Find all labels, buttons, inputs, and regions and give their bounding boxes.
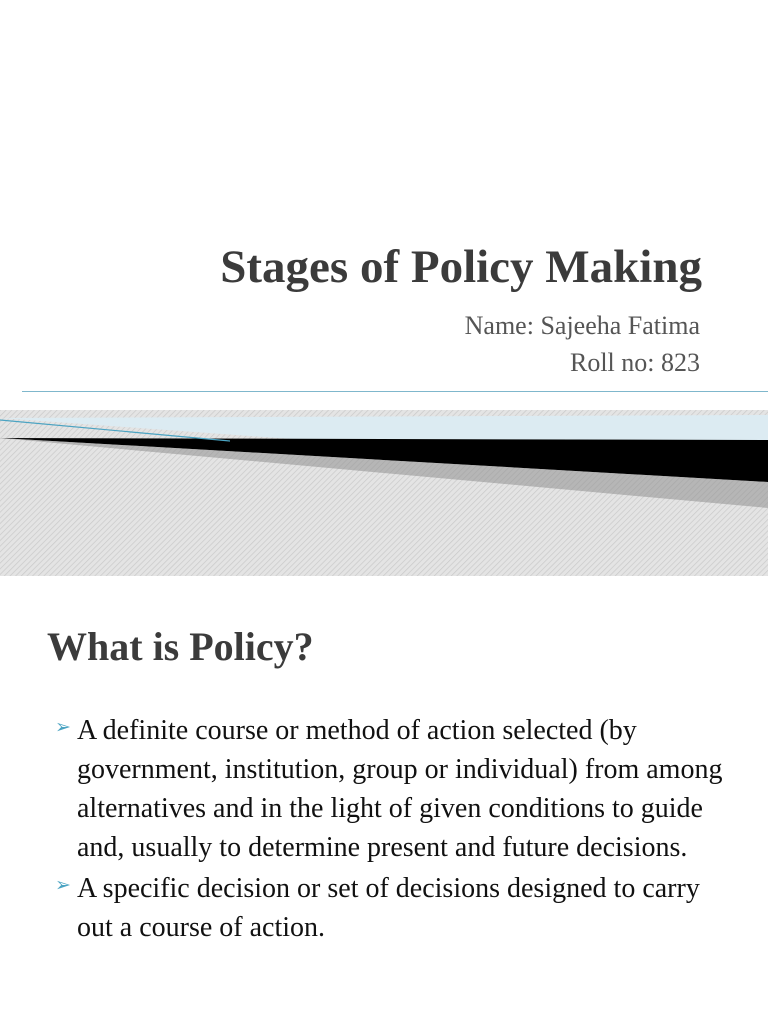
bullet-list <box>55 711 735 949</box>
decorative-band-graphic <box>0 410 768 576</box>
bullet-item <box>55 711 735 867</box>
roll-number: Roll no: 823 <box>569 348 700 377</box>
presenter-name: Name: Sajeeha Fatima <box>464 311 700 340</box>
slide-title: What is Policy? <box>47 624 314 669</box>
content-slide <box>0 576 768 1024</box>
arrowhead-bullet-icon: ➢ <box>55 716 71 738</box>
bullet-text: A specific decision or set of decisions designed to carry out a course of action. <box>77 873 700 943</box>
arrowhead-bullet-icon: ➢ <box>55 874 71 896</box>
presentation-title: Stages of Policy Making <box>220 241 702 293</box>
divider-line <box>22 391 768 392</box>
bullet-item <box>55 869 735 947</box>
bullet-text: A definite course or method of action selected (by government, institution, group or individual) from among alternatives and in the light of given conditions to guide and, usually to determine present and future decisions. <box>77 715 723 863</box>
